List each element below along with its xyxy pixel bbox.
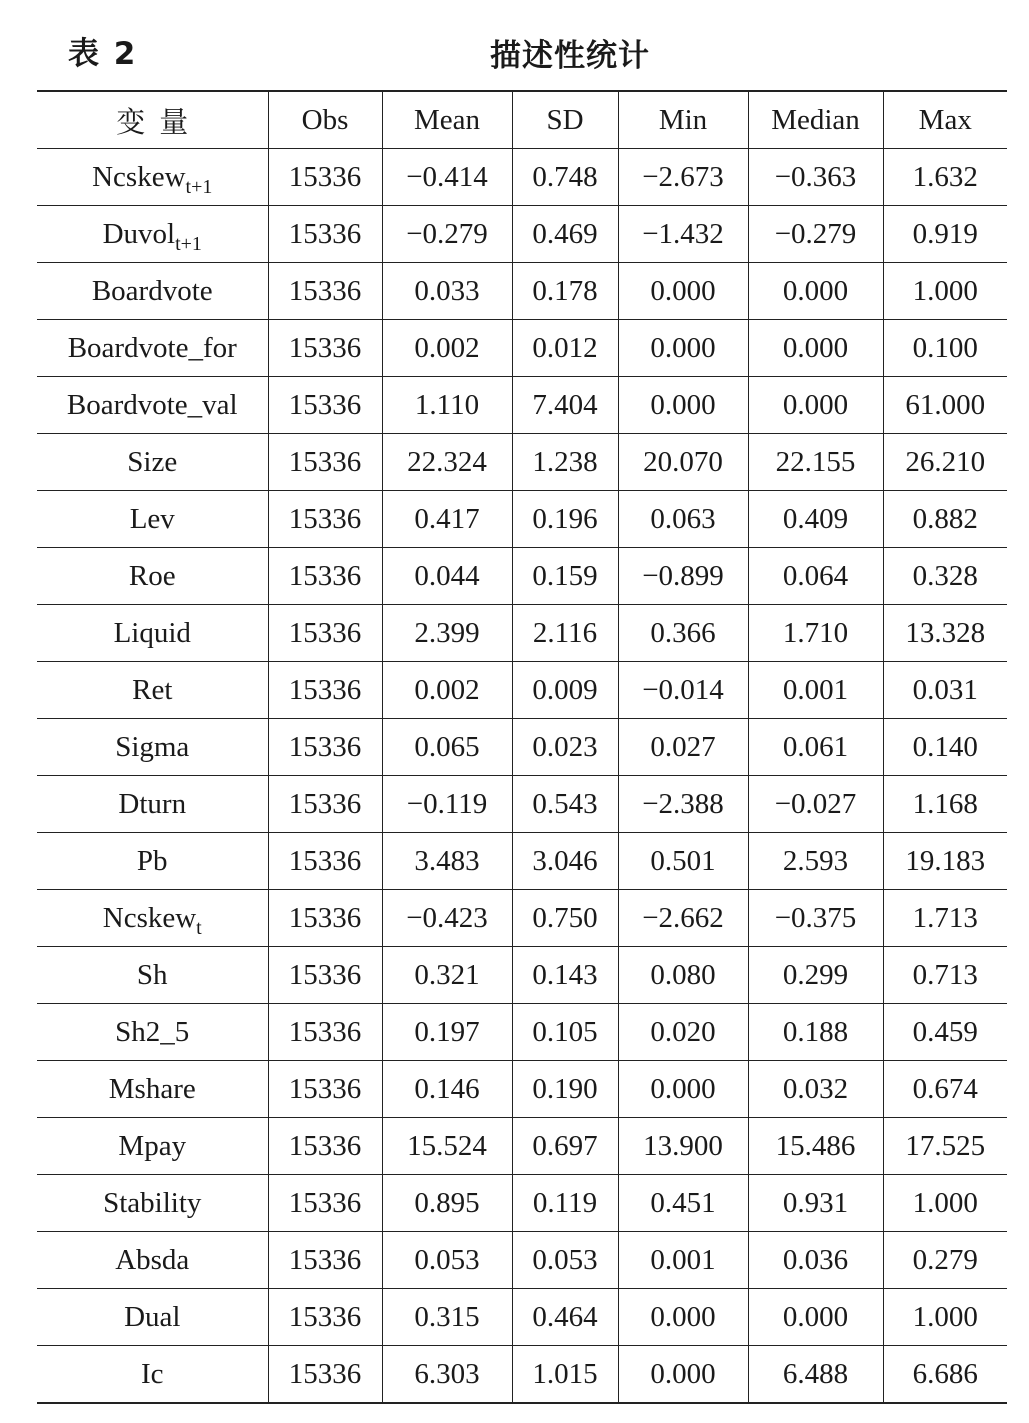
cell-obs: 15336	[268, 377, 382, 434]
cell-obs: 15336	[268, 1175, 382, 1232]
cell-mean: 0.002	[382, 662, 512, 719]
cell-mean: 0.146	[382, 1061, 512, 1118]
cell-variable	[37, 1061, 268, 1118]
cell-min: 0.063	[618, 491, 748, 548]
header-max: Max	[883, 91, 1007, 149]
cell-min: 0.451	[618, 1175, 748, 1232]
header-mean: Mean	[382, 91, 512, 149]
cell-sd: 0.190	[512, 1061, 618, 1118]
cell-min: 0.000	[618, 1061, 748, 1118]
cell-mean: 0.321	[382, 947, 512, 1004]
cell-obs: 15336	[268, 890, 382, 947]
cell-obs: 15336	[268, 1289, 382, 1346]
cell-sd: 0.196	[512, 491, 618, 548]
cell-obs: 15336	[268, 434, 382, 491]
cell-median: 0.000	[748, 377, 883, 434]
variable-name: Sh2_5	[115, 1015, 190, 1048]
cell-min: 0.020	[618, 1004, 748, 1061]
cell-min: −2.662	[618, 890, 748, 947]
cell-min: 0.501	[618, 833, 748, 890]
cell-sd: 0.023	[512, 719, 618, 776]
variable-name: Dturn	[118, 787, 187, 820]
cell-min: 0.000	[618, 263, 748, 320]
cell-mean: −0.279	[382, 206, 512, 263]
variable-name: Dual	[124, 1300, 181, 1333]
table-row	[37, 1004, 1007, 1061]
cell-min: 20.070	[618, 434, 748, 491]
variable-name: Ncskew	[102, 901, 197, 934]
cell-max: 1.168	[883, 776, 1007, 833]
variable-name: Sh	[136, 958, 168, 991]
variable-name: Mpay	[118, 1129, 187, 1162]
cell-sd: 1.015	[512, 1346, 618, 1404]
cell-median: −0.363	[748, 149, 883, 206]
cell-median: 1.710	[748, 605, 883, 662]
cell-obs: 15336	[268, 548, 382, 605]
variable-name: Roe	[128, 559, 176, 592]
table-row	[37, 1061, 1007, 1118]
cell-obs: 15336	[268, 1061, 382, 1118]
cell-variable	[37, 833, 268, 890]
cell-min: 0.366	[618, 605, 748, 662]
cell-max: 0.674	[883, 1061, 1007, 1118]
table-row	[37, 776, 1007, 833]
cell-max: 1.713	[883, 890, 1007, 947]
cell-variable	[37, 206, 268, 263]
cell-sd: 0.543	[512, 776, 618, 833]
cell-max: 0.328	[883, 548, 1007, 605]
cell-min: 13.900	[618, 1118, 748, 1175]
table-number: 表 2	[68, 36, 138, 72]
variable-name: Boardvote_for	[67, 331, 237, 364]
cell-mean: 0.002	[382, 320, 512, 377]
cell-sd: 0.748	[512, 149, 618, 206]
table-row	[37, 548, 1007, 605]
table-row	[37, 833, 1007, 890]
cell-sd: 0.469	[512, 206, 618, 263]
cell-median: 0.000	[748, 1289, 883, 1346]
cell-sd: 0.119	[512, 1175, 618, 1232]
cell-mean: 1.110	[382, 377, 512, 434]
cell-sd: 0.697	[512, 1118, 618, 1175]
cell-obs: 15336	[268, 1346, 382, 1404]
cell-mean: 0.044	[382, 548, 512, 605]
cell-obs: 15336	[268, 776, 382, 833]
table-row	[37, 149, 1007, 206]
cell-obs: 15336	[268, 263, 382, 320]
cell-sd: 0.009	[512, 662, 618, 719]
cell-max: 1.000	[883, 263, 1007, 320]
cell-min: −1.432	[618, 206, 748, 263]
cell-variable	[37, 1118, 268, 1175]
cell-median: 0.036	[748, 1232, 883, 1289]
cell-mean: 0.053	[382, 1232, 512, 1289]
cell-obs: 15336	[268, 719, 382, 776]
cell-median: 0.061	[748, 719, 883, 776]
descriptive-statistics-table	[37, 90, 1007, 1404]
variable-name: Size	[127, 445, 178, 478]
cell-median: 0.032	[748, 1061, 883, 1118]
cell-median: −0.279	[748, 206, 883, 263]
cell-variable	[37, 263, 268, 320]
cell-max: 1.632	[883, 149, 1007, 206]
cell-variable	[37, 1004, 268, 1061]
cell-min: −2.388	[618, 776, 748, 833]
cell-variable	[37, 662, 268, 719]
cell-obs: 15336	[268, 1004, 382, 1061]
cell-max: 1.000	[883, 1175, 1007, 1232]
cell-mean: −0.414	[382, 149, 512, 206]
variable-name: Stability	[103, 1186, 202, 1219]
header-obs: Obs	[268, 91, 382, 149]
cell-max: 61.000	[883, 377, 1007, 434]
variable-name: Ic	[140, 1357, 164, 1390]
table-row	[37, 1118, 1007, 1175]
cell-sd: 3.046	[512, 833, 618, 890]
cell-obs: 15336	[268, 1118, 382, 1175]
table-row	[37, 662, 1007, 719]
cell-variable	[37, 776, 268, 833]
cell-median: 0.409	[748, 491, 883, 548]
cell-sd: 0.159	[512, 548, 618, 605]
cell-variable	[37, 605, 268, 662]
cell-obs: 15336	[268, 947, 382, 1004]
cell-variable	[37, 1175, 268, 1232]
cell-median: 6.488	[748, 1346, 883, 1404]
variable-name: Lev	[129, 502, 175, 535]
cell-min: 0.080	[618, 947, 748, 1004]
cell-median: 0.000	[748, 263, 883, 320]
cell-mean: −0.119	[382, 776, 512, 833]
cell-variable	[37, 320, 268, 377]
cell-sd: 0.105	[512, 1004, 618, 1061]
cell-min: 0.000	[618, 320, 748, 377]
cell-mean: 15.524	[382, 1118, 512, 1175]
cell-min: 0.000	[618, 377, 748, 434]
cell-sd: 0.053	[512, 1232, 618, 1289]
cell-median: 22.155	[748, 434, 883, 491]
cell-median: −0.027	[748, 776, 883, 833]
cell-median: 2.593	[748, 833, 883, 890]
table-row	[37, 890, 1007, 947]
cell-median: −0.375	[748, 890, 883, 947]
cell-obs: 15336	[268, 206, 382, 263]
variable-name: Mshare	[108, 1072, 196, 1105]
cell-variable	[37, 1346, 268, 1404]
cell-variable	[37, 1232, 268, 1289]
cell-obs: 15336	[268, 605, 382, 662]
cell-min: −0.899	[618, 548, 748, 605]
cell-median: 0.000	[748, 320, 883, 377]
cell-max: 0.459	[883, 1004, 1007, 1061]
table-row	[37, 719, 1007, 776]
cell-max: 0.713	[883, 947, 1007, 1004]
cell-obs: 15336	[268, 833, 382, 890]
table-row	[37, 206, 1007, 263]
cell-mean: 0.417	[382, 491, 512, 548]
variable-name: Sigma	[115, 730, 190, 763]
cell-max: 0.279	[883, 1232, 1007, 1289]
table-row	[37, 605, 1007, 662]
cell-variable	[37, 1289, 268, 1346]
cell-sd: 2.116	[512, 605, 618, 662]
table-title: 描述性统计	[490, 38, 650, 74]
cell-variable	[37, 548, 268, 605]
table-row	[37, 1289, 1007, 1346]
cell-obs: 15336	[268, 320, 382, 377]
variable-name: Duvol	[102, 217, 176, 250]
cell-median: 0.064	[748, 548, 883, 605]
table-row	[37, 1175, 1007, 1232]
cell-sd: 1.238	[512, 434, 618, 491]
cell-variable	[37, 434, 268, 491]
cell-max: 26.210	[883, 434, 1007, 491]
cell-sd: 0.178	[512, 263, 618, 320]
cell-max: 6.686	[883, 1346, 1007, 1404]
cell-obs: 15336	[268, 1232, 382, 1289]
cell-obs: 15336	[268, 149, 382, 206]
table-row	[37, 947, 1007, 1004]
variable-subscript: t+1	[175, 232, 202, 255]
variable-name: Ncskew	[92, 160, 186, 193]
cell-variable	[37, 149, 268, 206]
header-min: Min	[618, 91, 748, 149]
cell-max: 0.100	[883, 320, 1007, 377]
header-sd: SD	[512, 91, 618, 149]
table-row	[37, 377, 1007, 434]
cell-max: 13.328	[883, 605, 1007, 662]
table-row	[37, 434, 1007, 491]
cell-min: 0.001	[618, 1232, 748, 1289]
cell-mean: 2.399	[382, 605, 512, 662]
variable-name: Boardvote	[91, 274, 213, 307]
cell-max: 0.140	[883, 719, 1007, 776]
variable-name: Absda	[115, 1243, 190, 1276]
table-row	[37, 320, 1007, 377]
cell-variable	[37, 491, 268, 548]
variable-subscript: t	[196, 916, 202, 939]
header-row	[37, 91, 1007, 149]
cell-mean: 0.895	[382, 1175, 512, 1232]
cell-sd: 0.464	[512, 1289, 618, 1346]
cell-mean: 0.033	[382, 263, 512, 320]
table-row	[37, 491, 1007, 548]
cell-mean: 22.324	[382, 434, 512, 491]
cell-min: 0.000	[618, 1346, 748, 1404]
cell-mean: 0.065	[382, 719, 512, 776]
cell-median: 0.299	[748, 947, 883, 1004]
cell-median: 15.486	[748, 1118, 883, 1175]
variable-name: Ret	[132, 673, 173, 706]
cell-max: 0.882	[883, 491, 1007, 548]
table-row	[37, 1232, 1007, 1289]
cell-mean: 0.315	[382, 1289, 512, 1346]
cell-median: 0.188	[748, 1004, 883, 1061]
cell-variable	[37, 947, 268, 1004]
cell-max: 0.031	[883, 662, 1007, 719]
cell-variable	[37, 377, 268, 434]
table-row	[37, 1346, 1007, 1404]
cell-min: −0.014	[618, 662, 748, 719]
cell-max: 1.000	[883, 1289, 1007, 1346]
cell-median: 0.001	[748, 662, 883, 719]
cell-mean: 6.303	[382, 1346, 512, 1404]
cell-sd: 7.404	[512, 377, 618, 434]
cell-min: 0.027	[618, 719, 748, 776]
cell-mean: 3.483	[382, 833, 512, 890]
cell-mean: 0.197	[382, 1004, 512, 1061]
table-body	[37, 149, 1007, 1404]
cell-variable	[37, 719, 268, 776]
cell-sd: 0.012	[512, 320, 618, 377]
cell-max: 17.525	[883, 1118, 1007, 1175]
cell-max: 0.919	[883, 206, 1007, 263]
variable-name: Liquid	[113, 616, 191, 649]
cell-mean: −0.423	[382, 890, 512, 947]
cell-min: −2.673	[618, 149, 748, 206]
header-variable: 变量	[37, 91, 268, 149]
cell-variable	[37, 890, 268, 947]
cell-max: 19.183	[883, 833, 1007, 890]
variable-subscript: t+1	[185, 175, 213, 198]
cell-min: 0.000	[618, 1289, 748, 1346]
cell-sd: 0.143	[512, 947, 618, 1004]
table-row	[37, 263, 1007, 320]
header-median: Median	[748, 91, 883, 149]
variable-name: Boardvote_val	[66, 388, 238, 421]
variable-name: Pb	[136, 844, 168, 877]
cell-obs: 15336	[268, 662, 382, 719]
cell-sd: 0.750	[512, 890, 618, 947]
cell-median: 0.931	[748, 1175, 883, 1232]
cell-obs: 15336	[268, 491, 382, 548]
